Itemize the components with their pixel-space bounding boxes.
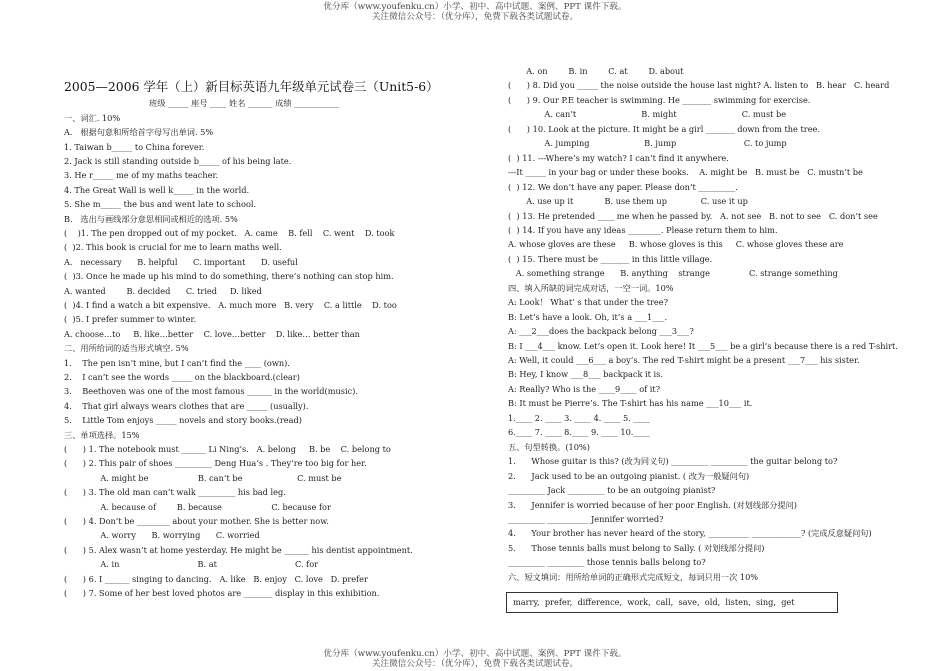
right-line-22: B: Hey, I know ___8___ backpack it is. [508, 369, 663, 380]
left-line-19: 二、用所给词的适当形式填空. 5% [64, 343, 189, 354]
left-line-26: ( ) 1. The notebook must ______ Li Ning’s. A. belong B. be C. belong to [64, 444, 391, 454]
right-line-32: _________ __________ Jennifer worried? [508, 513, 664, 524]
left-line-20: 1. The pen isn’t mine, but I can’t find the ____ (own). [64, 357, 290, 368]
left-line-15: A. wanted B. decided C. tried D. liked [64, 285, 262, 296]
left-line-5: 1. Taiwan b_____ to China forever. [64, 141, 205, 152]
left-line-31: ( ) 4. Don’t be ________ about your mother. She is better now. [64, 516, 329, 526]
footer-line-2: 关注微信公众号：（优分库），免费下载各类试题试卷。 [371, 659, 579, 669]
right-line-5: ( ) 10. Look at the picture. It might be a girl _______ down from the tree. [508, 123, 820, 134]
right-line-34: 5. Those tennis balls must belong to Sally. ( 对划线部分提问) [508, 542, 765, 553]
right-line-18: B: Let’s have a look. Oh, it’s a ___1___. [508, 311, 668, 322]
right-line-9: ( ) 12. We don’t have any paper. Please don’t _________. [508, 181, 738, 192]
left-line-25: 三、单项选择。15% [64, 429, 140, 440]
left-line-8: 4. The Great Wall is well k_____ in the world. [64, 184, 250, 195]
header-line-1: 优分库（www.youfenku.cn）小学、初中、高中试题、案例、PPT 课件下载。 [323, 2, 627, 12]
right-line-8: ---It _____ in your bag or under these books. A. might be B. must be C. mustn’t be [508, 167, 863, 178]
left-line-27: ( ) 2. This pair of shoes _________ Deng Hua’s . They’re too big for her. [64, 458, 367, 469]
right-line-29: 2. Jack used to be an outgoing pianist. ( 改为一般疑问句) [508, 470, 750, 481]
right-line-21: A: Well, it could ___6___ a boy’s. The red T-shirt might be a present ___7___ his sister. [508, 355, 860, 365]
right-line-14: ( ) 15. There must be _______ in this little village. [508, 253, 713, 264]
right-line-15: A. something strange B. anything strange C. strange something [508, 268, 838, 279]
left-line-7: 3. He r_____ me of my maths teacher. [64, 170, 219, 181]
left-line-30: A. because of B. because C. because for [64, 501, 331, 512]
left-line-13: A. necessary B. helpful C. important D. useful [64, 256, 298, 267]
right-line-26: 6.____ 7. ____ 8.____ 9. ____ 10.____ [508, 427, 650, 438]
right-line-33: 4. Your brother has never heard of the story, __________ ____________? (完成反意疑问句) [508, 528, 872, 539]
left-line-34: A. in B. at C. for [64, 559, 319, 570]
right-line-12: ( ) 14. If you have any ideas ________. Please return them to him. [508, 224, 778, 235]
right-line-2: ( ) 8. Did you _____ the noise outside the house last night? A. listen to B. hear C. heard [508, 80, 890, 91]
footer-line-1: 优分库（www.youfenku.cn）小学、初中、高中试题、案例、PPT 课件下载。 [323, 649, 627, 659]
left-line-1: 2005—2006 学年（上）新目标英语九年级单元试卷三（Unit5-6） [64, 79, 439, 94]
left-line-23: 4. That girl always wears clothes that are _____ (usually). [64, 400, 309, 411]
left-line-10: B. 选出与画线部分意思相同或相近的选项. 5% [64, 213, 238, 224]
right-line-3: ( ) 9. Our P.E teacher is swimming. He _______ swimming for exercise. [508, 94, 811, 105]
left-line-6: 2. Jack is still standing outside b_____ of his being late. [64, 156, 292, 166]
left-line-21: 2. I can’t see the words _____ on the blackboard.(clear) [64, 372, 300, 382]
right-line-25: 1.____ 2. ____ 3. ____ 4. ____ 5. ____ [508, 412, 650, 423]
left-line-29: ( ) 3. The old man can’t walk _________ his bad leg. [64, 487, 286, 498]
left-line-24: 5. Little Tom enjoys _____ novels and story books.(read) [64, 415, 302, 426]
right-line-1: A. on B. in C. at D. about [508, 66, 684, 76]
right-line-6: A. jumping B. jump C. to jump [508, 138, 787, 149]
page-footer [0, 649, 950, 669]
left-line-14: ( )3. Once he made up his mind to do something, there’s nothing can stop him. [64, 271, 394, 282]
right-line-11: ( ) 13. He pretended ____ me when he passed by. A. not see B. not to see C. don’t see [508, 210, 878, 221]
left-line-11: ( )1. The pen dropped out of my pocket. A. came B. fell C. went D. took [64, 228, 395, 238]
left-line-9: 5. She m_____ the bus and went late to school. [64, 199, 257, 210]
right-line-35: _________ _________ those tennis balls belong to? [508, 557, 706, 568]
left-line-35: ( ) 6. I ______ singing to dancing. A. like B. enjoy C. love D. prefer [64, 573, 368, 584]
right-line-7: ( ) 11. ---Where’s my watch? I can’t find it anywhere. [508, 152, 729, 163]
left-line-2: 班级 _____ 座号 ____ 姓名 ______ 成绩 ___________ [149, 98, 340, 109]
left-line-32: A. worry B. worrying C. worried [64, 530, 260, 541]
right-line-4: A. can’t B. might C. must be [508, 109, 787, 120]
right-line-24: B: It must be Pierre’s. The T-shirt has his name ___10___ it. [508, 398, 753, 409]
left-line-4: A. 根据句意和所给首字母写出单词. 5% [64, 127, 214, 138]
header-line-2: 关注微信公众号：（优分库），免费下载各类试题试卷。 [371, 12, 579, 22]
left-line-12: ( )2. This book is crucial for me to learn maths well. [64, 242, 282, 253]
word-bank-box [506, 592, 838, 613]
word-bank-text: marry, prefer, difference, work, call, save, old, listen, sing, get [513, 597, 795, 607]
right-line-17: A: Look！ What’ s that under the tree? [508, 297, 668, 308]
left-line-28: A. might be B. can’t be C. must be [64, 472, 342, 483]
right-line-10: A. use up it B. use them up C. use it up [508, 196, 748, 207]
left-line-33: ( ) 5. Alex wasn’t at home yesterday. He might be ______ his dentist appointment. [64, 544, 413, 555]
right-line-31: 3. Jennifer is worried because of her poor English. (对划线部分提问) [508, 499, 798, 510]
left-line-36: ( ) 7. Some of her best loved photos are _______ display in this exhibition. [64, 588, 380, 598]
left-line-17: ( )5. I prefer summer to winter. [64, 314, 197, 325]
right-line-16: 四、填入所缺的词完成对话，一空一词。10% [508, 282, 674, 293]
right-line-28: 1. Whose guitar is this? (改为同义句) _________ _________ the guitar belong to? [508, 456, 838, 467]
right-line-20: B: I ___4___ know. Let’s open it. Look here! It ___5___ be a girl’s because there is a red T-shirt. [508, 340, 898, 351]
right-line-23: A: Really? Who is the ____9____ of it? [508, 383, 661, 394]
right-line-13: A. whose gloves are these B. whose gloves is this C. whose gloves these are [508, 239, 844, 250]
right-line-19: A: ___2___does the backpack belong ___3___? [508, 326, 694, 337]
left-line-18: A. choose…to B. like…better C. love…better D. like… better than [64, 328, 360, 339]
right-line-30: _________ Jack _________ to be an outgoing pianist? [508, 485, 716, 496]
left-line-16: ( )4. I find a watch a bit expensive. A. much more B. very C. a little D. too [64, 300, 397, 310]
right-line-36: 六、短文填词：用所给单词的正确形式完成短文，每词只用一次 10% [508, 571, 759, 582]
left-line-3: 一、词汇. 10% [64, 112, 121, 123]
left-line-22: 3. Beethoven was one of the most famous ______ in the world(music). [64, 386, 358, 397]
right-line-27: 五、句型转换。(10%) [508, 441, 590, 452]
page-header [0, 2, 950, 22]
